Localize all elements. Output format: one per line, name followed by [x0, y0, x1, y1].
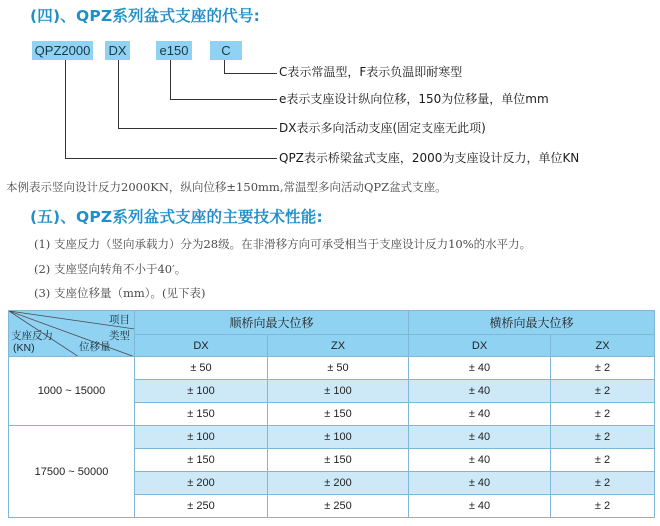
table-cell: ± 200	[135, 472, 268, 495]
table-cell: ± 40	[409, 357, 551, 380]
table-cell: ± 2	[551, 357, 655, 380]
code-part-qpz2000: QPZ2000	[32, 41, 93, 60]
header-longitudinal: 顺桥向最大位移	[135, 311, 409, 335]
table-cell: ± 40	[409, 380, 551, 403]
corner-label-unit: (KN)	[13, 342, 35, 354]
table-cell: ± 40	[409, 449, 551, 472]
corner-label-type: 类型	[109, 330, 130, 342]
code-part-e150: e150	[156, 41, 192, 60]
table-cell: ± 2	[551, 403, 655, 426]
table-cell: ± 150	[135, 449, 268, 472]
table-cell: ± 40	[409, 403, 551, 426]
spec-item-1: (1) 支座反力（竖向承载力）分为28级。在非滑移方向可承受相当于支座设计反力10%的水平力。	[34, 237, 532, 251]
spec-item-3: (3) 支座位移量（mm）。(见下表)	[34, 286, 206, 300]
table-cell: ± 40	[409, 472, 551, 495]
spec-item-2: (2) 支座竖向转角不小于40′。	[34, 262, 187, 276]
table-cell: ± 150	[268, 403, 409, 426]
table-cell: ± 2	[551, 426, 655, 449]
subheader-zx-1: ZX	[268, 335, 409, 357]
table-cell: ± 100	[268, 426, 409, 449]
subheader-zx-2: ZX	[551, 335, 655, 357]
explanation-dx: DX表示多向活动支座(固定支座无此项)	[279, 121, 486, 135]
table-corner-header	[9, 311, 135, 357]
table-cell: ± 150	[135, 403, 268, 426]
subheader-dx-2: DX	[409, 335, 551, 357]
table-cell: ± 2	[551, 495, 655, 518]
table-cell: ± 40	[409, 495, 551, 518]
range-cell: 1000 ~ 15000	[9, 357, 135, 426]
explanation-qpz: QPZ表示桥梁盆式支座，2000为支座设计反力，单位KN	[279, 151, 580, 165]
explanation-e150: e表示支座设计纵向位移，150为位移量，单位mm	[279, 92, 549, 106]
corner-label-reaction: 支座反力	[11, 330, 53, 342]
header-transverse: 横桥向最大位移	[409, 311, 655, 335]
subheader-dx-1: DX	[135, 335, 268, 357]
table-cell: ± 100	[135, 380, 268, 403]
range-cell: 17500 ~ 50000	[9, 426, 135, 518]
table-cell: ± 250	[268, 495, 409, 518]
section5-title: (五)、QPZ系列盆式支座的主要技术性能:	[30, 208, 323, 226]
code-part-c: C	[210, 41, 242, 60]
displacement-table	[8, 310, 655, 518]
code-part-dx: DX	[105, 41, 130, 60]
corner-label-item: 项目	[109, 314, 130, 326]
table-cell: ± 40	[409, 426, 551, 449]
table-cell: ± 2	[551, 380, 655, 403]
table-cell: ± 100	[268, 380, 409, 403]
table-cell: ± 50	[135, 357, 268, 380]
section4-title: (四)、QPZ系列盆式支座的代号:	[30, 7, 261, 25]
connector-qpz	[65, 60, 277, 159]
table-cell: ± 2	[551, 449, 655, 472]
corner-label-disp: 位移量	[79, 341, 111, 353]
explanation-c: C表示常温型，F表示负温即耐寒型	[279, 65, 463, 79]
table-cell: ± 50	[268, 357, 409, 380]
table-cell: ± 250	[135, 495, 268, 518]
example-text: 本例表示竖向设计反力2000KN，纵向位移±150mm,常温型多向活动QPZ盆式支座。	[6, 180, 447, 194]
table-cell: ± 100	[135, 426, 268, 449]
table-cell: ± 150	[268, 449, 409, 472]
table-cell: ± 200	[268, 472, 409, 495]
table-cell: ± 2	[551, 472, 655, 495]
